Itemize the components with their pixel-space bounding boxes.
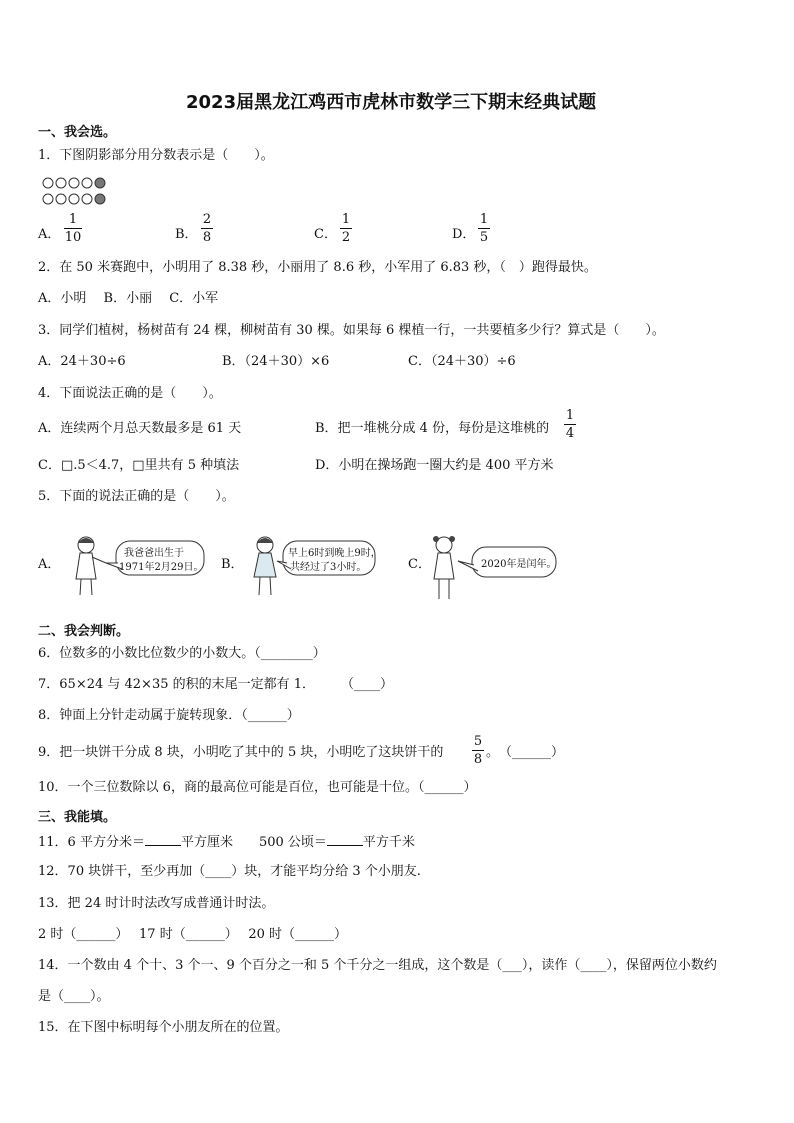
empty-circle: [56, 194, 66, 204]
question-3-option-c: C．（24＋30）÷6: [408, 354, 516, 369]
question-4-option-b-fraction: [564, 408, 576, 441]
question-5-option-a-bubble-line-1: 我爸爸出生于: [124, 548, 184, 559]
question-4-option-d: D．小明在操场跑一圈大约是 400 平方米: [315, 458, 554, 473]
question-1-option-b-label: B．: [175, 227, 198, 242]
question-4-stem: 4．下面说法正确的是（ ）。: [38, 386, 222, 401]
question-4-option-c: C．□.5＜4.7，□里共有 5 种填法: [38, 458, 240, 473]
question-12: 12．70 块饼干，至少再加（____）块，才能平均分给 3 个小朋友.: [38, 864, 421, 879]
fraction-denominator: 5: [479, 230, 489, 245]
question-11: [38, 832, 415, 852]
question-7: 7．65×24 与 42×35 的积的末尾一定都有 1． （____）: [38, 677, 394, 692]
question-1-option-b-fraction: [201, 212, 213, 245]
empty-circle: [43, 194, 53, 204]
question-14-line-2: 是（____）。: [38, 989, 110, 1004]
question-1-option-c-label: C．: [314, 227, 337, 242]
question-1-option-a-fraction: [64, 212, 82, 245]
fraction-numerator: 1: [68, 212, 78, 227]
question-4-option-a: A．连续两个月总天数最多是 61 天: [38, 421, 242, 436]
question-5-option-c-bubble-text: 2020年是闰年。: [481, 559, 557, 570]
fraction-denominator: 8: [473, 752, 483, 767]
question-5-option-a-bubble-line-2: 1971年2月29日。: [119, 562, 204, 573]
section-heading-3: 三、我能填。: [38, 810, 117, 825]
question-11-part-a: 11．6 平方分米＝: [38, 835, 145, 850]
question-1-option-c-fraction: [340, 212, 352, 245]
question-2-stem: 2．在 50 米赛跑中，小明用了 8.38 秒，小丽用了 8.6 秒，小军用了 6.83 秒，（ ）跑得最快。: [38, 260, 597, 275]
fraction-numerator: 1: [565, 408, 575, 423]
question-5-option-b-label: B．: [221, 557, 244, 572]
answer-blank[interactable]: [145, 832, 181, 846]
page-title: 2023届黑龙江鸡西市虎林市数学三下期末经典试题: [186, 92, 597, 113]
question-2-options: A．小明 B．小丽 C．小军: [38, 291, 219, 306]
question-9-fraction: [472, 734, 484, 767]
question-1-option-d-fraction: [478, 212, 490, 245]
fraction-numerator: 5: [473, 734, 483, 749]
question-8: 8．钟面上分针走动属于旋转现象．（______）: [38, 708, 300, 723]
empty-circle: [43, 178, 53, 188]
question-4-option-b: B．把一堆桃分成 4 份，每份是这堆桃的: [315, 421, 550, 436]
fraction-numerator: 2: [202, 212, 212, 227]
question-6: 6．位数多的小数比位数少的小数大。（________）: [38, 646, 326, 661]
question-14-line-1: 14．一个数由 4 个十、3 个一、9 个百分之一和 5 个千分之一组成，这个数是（___），读作（____），保留两位小数约: [38, 958, 717, 973]
question-15: 15．在下图中标明每个小朋友所在的位置。: [38, 1020, 289, 1035]
empty-circle: [69, 194, 79, 204]
question-9-answer: 。 （______）: [486, 745, 565, 760]
empty-circle: [82, 178, 92, 188]
question-3-stem: 3．同学们植树，杨树苗有 24 棵，柳树苗有 30 棵。如果每 6 棵植一行，一共要植多少行？算式是（ ）。: [38, 323, 665, 338]
question-3-option-b: B．（24＋30）×6: [222, 354, 330, 369]
question-9-text: 9．把一块饼干分成 8 块，小明吃了其中的 5 块，小明吃了这块饼干的: [38, 745, 444, 760]
fraction-numerator: 1: [479, 212, 489, 227]
fraction-numerator: 1: [341, 212, 351, 227]
empty-circle: [56, 178, 66, 188]
section-heading-2: 二、我会判断。: [38, 624, 130, 639]
answer-blank[interactable]: [327, 832, 363, 846]
section-heading-1: 一、我会选。: [38, 125, 117, 140]
shaded-circle: [95, 178, 105, 188]
fraction-denominator: 10: [64, 230, 82, 245]
question-11-part-b: 平方厘米 500 公顷＝: [180, 835, 327, 850]
empty-circle: [82, 194, 92, 204]
question-10: 10．一个三位数除以 6，商的最高位可能是百位，也可能是十位。（______）: [38, 780, 477, 795]
question-1-option-a-label: A．: [38, 227, 61, 242]
question-1-stem: 1．下图阴影部分用分数表示是（ ）。: [38, 148, 274, 163]
question-1-circles-figure: [42, 176, 122, 210]
question-5-option-b-bubble-line-2: 共经过了3小时。: [290, 562, 367, 573]
question-13-stem: 13．把 24 时计时法改写成普通计时法。: [38, 896, 275, 911]
shaded-circle: [95, 194, 105, 204]
question-5-option-a-label: A．: [38, 557, 61, 572]
question-5-option-b-bubble-line-1: 早上6时到晚上9时，: [288, 548, 381, 559]
question-13-items: 2 时（______） 17 时（______） 20 时（______）: [38, 927, 348, 942]
question-5-stem: 5．下面的说法正确的是（ ）。: [38, 489, 235, 504]
question-1-option-d-label: D．: [452, 227, 476, 242]
fraction-denominator: 4: [565, 426, 575, 441]
question-3-option-a: A．24＋30÷6: [38, 354, 126, 369]
fraction-denominator: 2: [341, 230, 351, 245]
question-11-part-c: 平方千米: [362, 835, 415, 850]
question-5-option-c-label: C．: [408, 557, 431, 572]
fraction-denominator: 8: [202, 230, 212, 245]
empty-circle: [69, 178, 79, 188]
